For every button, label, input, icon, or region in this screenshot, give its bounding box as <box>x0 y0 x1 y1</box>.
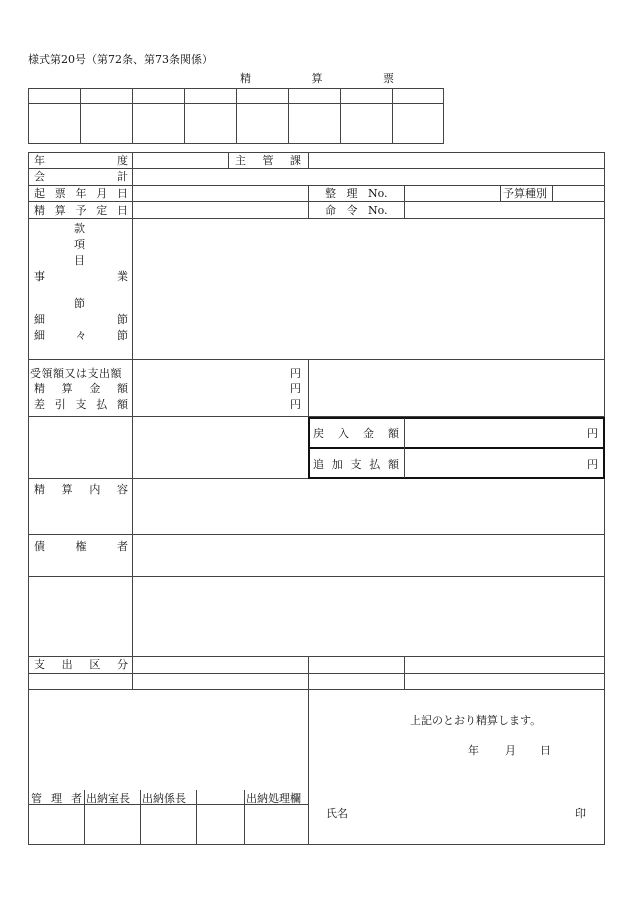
label-order-no <box>325 204 388 217</box>
label-char: 支 <box>75 398 87 411</box>
label-char: 節 <box>117 329 128 342</box>
label-treasury-chief: 出納係長 <box>142 792 186 805</box>
label-char: 年 <box>75 187 87 200</box>
statement-day: 日 <box>540 744 551 757</box>
label-char: 払 <box>96 398 108 411</box>
label-setsu: 節 <box>74 297 85 310</box>
label-char: 内 <box>89 483 101 496</box>
label-char: 加 <box>331 458 343 471</box>
form-number: 様式第20号（第72条、第73条関係） <box>28 53 213 66</box>
label-char: 課 <box>290 154 301 167</box>
label-char: 細 <box>34 329 45 342</box>
label-char: 金 <box>89 382 101 395</box>
label-char: 日 <box>117 204 128 217</box>
label-char: 引 <box>54 398 66 411</box>
yen-unit: 円 <box>587 458 598 471</box>
title-char: 精 <box>240 72 251 85</box>
label-moku: 目 <box>74 254 85 267</box>
label-char: 算 <box>61 483 73 496</box>
label-saisetsu <box>34 313 128 326</box>
label-char: 々 <box>75 329 87 342</box>
yen-unit: 円 <box>290 382 301 395</box>
label-char: 者 <box>117 540 128 553</box>
label-manager <box>31 792 82 805</box>
label-char: 票 <box>54 187 66 200</box>
label-refund-amount <box>313 427 399 440</box>
label-char: 支 <box>34 658 45 671</box>
label-received-or-paid: 受領額又は支出額 <box>30 367 122 380</box>
label-char: 節 <box>117 313 128 326</box>
label-arrangement-no <box>325 187 388 200</box>
label-char: 整 <box>325 187 336 200</box>
label-balance-payment <box>34 398 128 411</box>
label-char: 予 <box>75 204 87 217</box>
title-char: 算 <box>311 72 323 85</box>
label-char: 債 <box>34 540 45 553</box>
label-char: 容 <box>116 483 128 496</box>
label-char: 区 <box>89 658 101 671</box>
seal-mark: 印 <box>575 807 586 820</box>
yen-unit: 円 <box>587 427 598 440</box>
label-char: 戻 <box>313 427 324 440</box>
label-char: 起 <box>34 187 45 200</box>
form-title <box>240 72 394 85</box>
label-char: 計 <box>117 170 128 183</box>
label-expenditure-category <box>34 658 128 671</box>
label-saisaisetsu <box>34 329 128 342</box>
label-char: 理 <box>51 792 62 805</box>
label-char: 払 <box>369 458 381 471</box>
title-char: 票 <box>383 72 394 85</box>
label-char: 管 <box>262 154 274 167</box>
label-char: 額 <box>388 458 399 471</box>
label-char: 精 <box>34 483 45 496</box>
label-char: 算 <box>54 204 66 217</box>
label-char: 命 <box>325 204 336 217</box>
label-budget-type: 予算種別 <box>503 187 547 200</box>
label-kou: 項 <box>74 238 85 251</box>
label-char: 金 <box>363 427 374 440</box>
label-char: 事 <box>34 270 45 283</box>
label-issue-date <box>34 187 128 200</box>
label-char: 分 <box>116 658 128 671</box>
yen-unit: 円 <box>290 398 301 411</box>
label-char: 年 <box>34 154 45 167</box>
label-char: 算 <box>61 382 73 395</box>
label-char: 額 <box>117 398 128 411</box>
label-char: 令 <box>346 204 358 217</box>
label-char: 出 <box>61 658 73 671</box>
statement-month: 月 <box>505 744 516 757</box>
label-char: 管 <box>31 792 42 805</box>
label-char: 精 <box>34 382 45 395</box>
label-treasury-director: 出納室長 <box>86 792 130 805</box>
label-fiscal-year <box>34 154 128 167</box>
yen-unit: 円 <box>290 367 301 380</box>
label-char: No. <box>368 187 388 200</box>
label-char: 精 <box>34 204 45 217</box>
label-supervising-section <box>235 154 301 167</box>
statement-name: 氏名 <box>326 807 348 820</box>
label-char: 度 <box>117 154 128 167</box>
label-char: 追 <box>313 458 324 471</box>
label-settlement-details <box>34 483 128 496</box>
label-settled-amount <box>34 382 128 395</box>
label-char: 月 <box>96 187 108 200</box>
label-char: No. <box>368 204 388 217</box>
label-char: 支 <box>350 458 362 471</box>
label-char: 業 <box>117 270 128 283</box>
label-char: 会 <box>34 170 45 183</box>
label-char: 者 <box>71 792 82 805</box>
label-char: 額 <box>116 382 128 395</box>
label-processing: 出納処理欄 <box>246 792 301 805</box>
label-char: 細 <box>34 313 45 326</box>
label-creditor <box>34 540 128 553</box>
label-kan: 款 <box>74 222 85 235</box>
statement-year: 年 <box>468 744 479 757</box>
label-additional-payment <box>313 458 399 471</box>
label-settlement-due-date <box>34 204 128 217</box>
label-account <box>34 170 128 183</box>
label-char: 差 <box>34 398 45 411</box>
label-jigyou <box>34 270 128 283</box>
label-char: 主 <box>235 154 246 167</box>
label-char: 定 <box>96 204 108 217</box>
label-char: 入 <box>338 427 349 440</box>
label-char: 権 <box>75 540 87 553</box>
label-char: 日 <box>117 187 128 200</box>
label-char: 理 <box>346 187 358 200</box>
label-char: 額 <box>388 427 399 440</box>
statement-text: 上記のとおり精算します。 <box>410 714 542 727</box>
